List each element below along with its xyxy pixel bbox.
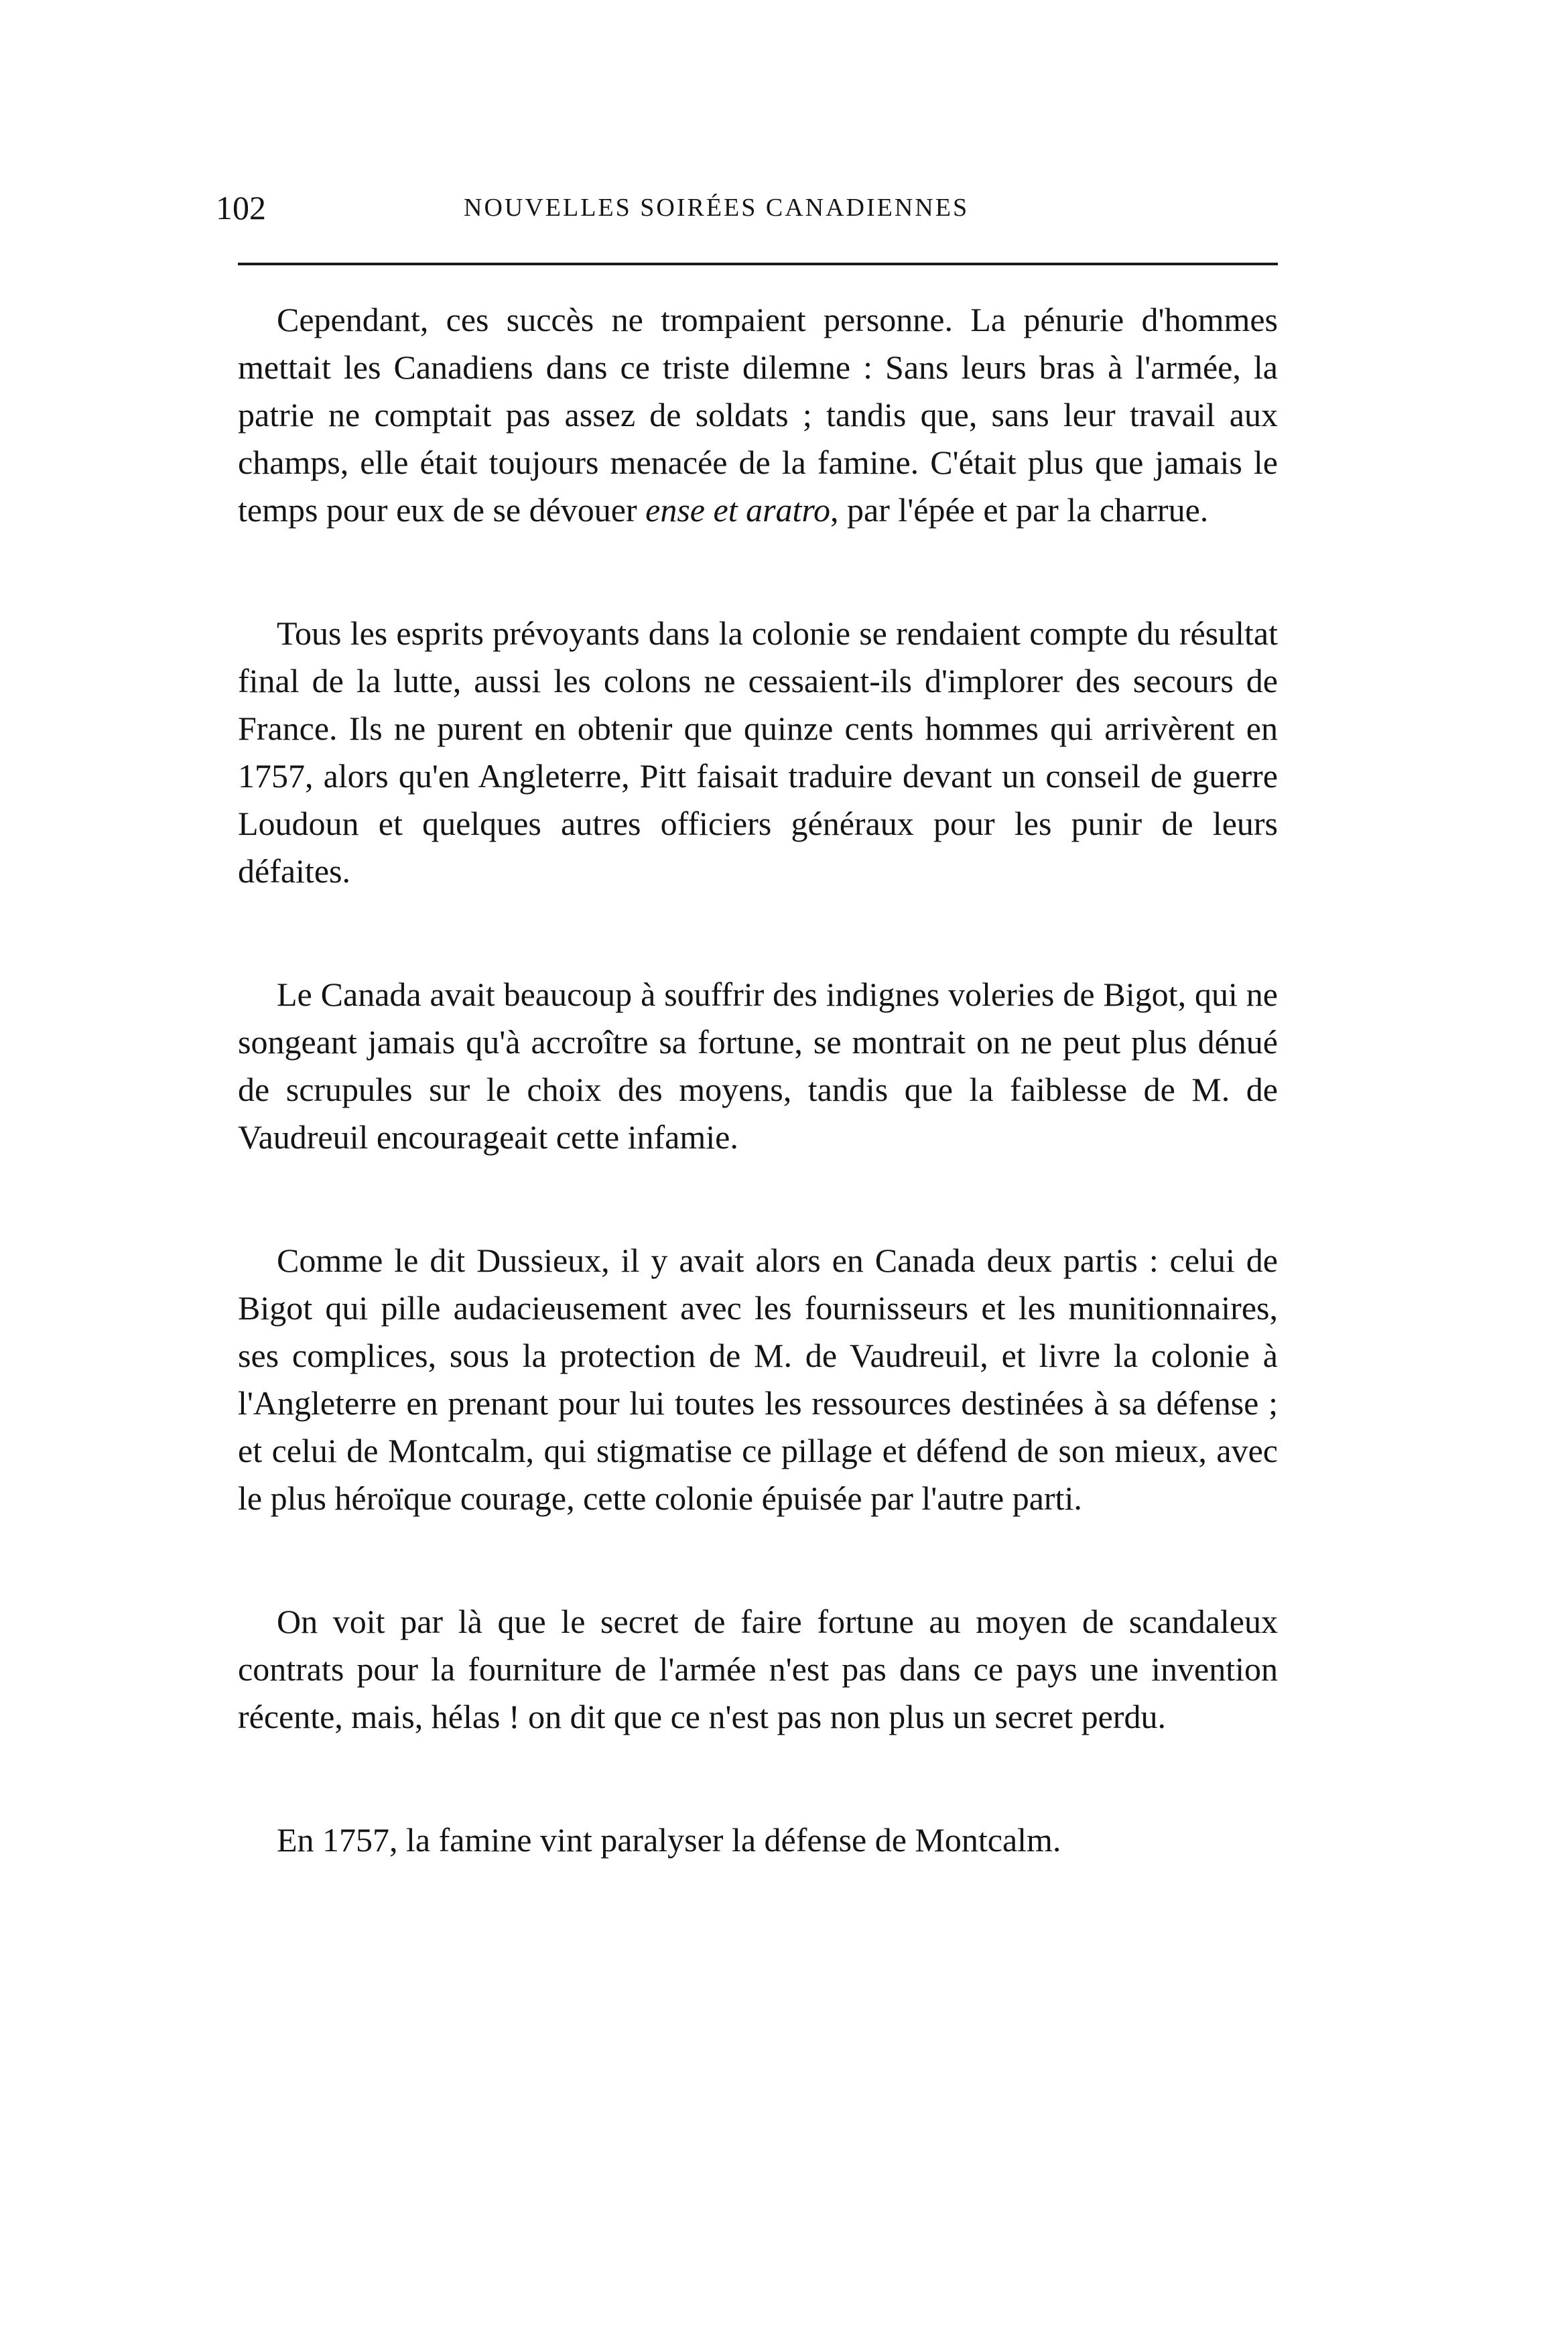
latin-phrase: ense et aratro: [645, 491, 831, 529]
running-title: NOUVELLES SOIRÉES CANADIENNES: [464, 194, 970, 222]
page-header: [216, 186, 1277, 229]
paragraph-1: [238, 296, 1278, 534]
page-number: 102: [216, 189, 266, 226]
paragraph-2: Tous les esprits prévoyants dans la colonie se rendaient compte du résultat final de la lutte, aussi les colons ne cessaient-ils d'implorer des secours de France. Ils ne purent en obtenir que quinze cents hommes qui arrivèrent en 1757, alors qu'en Angleterre, Pitt faisait traduire devant un conseil de guerre Loudoun et quelques autres officiers généraux pour les punir de leurs défaites.: [238, 614, 1278, 890]
paragraph-5: On voit par là que le secret de faire fortune au moyen de scandaleux contrats pour la fourniture de l'armée n'est pas dans ce pays une invention récente, mais, hélas ! on dit que ce n'est pas non plus un secret perdu.: [238, 1603, 1278, 1735]
paragraph-4: Comme le dit Dussieux, il y avait alors en Canada deux partis : celui de Bigot qui pille audacieusement avec les fournisseurs et les munitionnaires, ses complices, sous la protection de M. de Vaudreuil, et livre la colonie à l'Angleterre en prenant pour lui toutes les ressources destinées à sa défense ; et celui de Montcalm, qui stigmatise ce pillage et défend de son mieux, avec le plus héroïque courage, cette colonie épuisée par l'autre parti.: [238, 1242, 1278, 1517]
paragraph-1-text-end: , par l'épée et par la charrue.: [830, 491, 1209, 529]
paragraph-1-text: Cependant, ces succès ne trompaient personne. La pénurie d'hommes mettait les Canadiens dans ce triste dilemne : Sans leurs bras à l'armée, la patrie ne comptait pas assez de soldats ; tandis que, sans leur travail aux champs, elle était toujours menacée de la famine. C'était plus que jamais le temps pour eux de se dévouer: [238, 301, 1278, 529]
paragraph-3: Le Canada avait beaucoup à souffrir des indignes voleries de Bigot, qui ne songeant jamais qu'à accroître sa fortune, se montrait on ne peut plus dénué de scrupules sur le choix des moyens, tandis que la faiblesse de M. de Vaudreuil encourageait cette infamie.: [238, 976, 1278, 1156]
page-body: [238, 296, 1278, 1864]
paragraph-6: En 1757, la famine vint paralyser la défense de Montcalm.: [277, 1821, 1061, 1859]
header-divider: [238, 263, 1278, 265]
